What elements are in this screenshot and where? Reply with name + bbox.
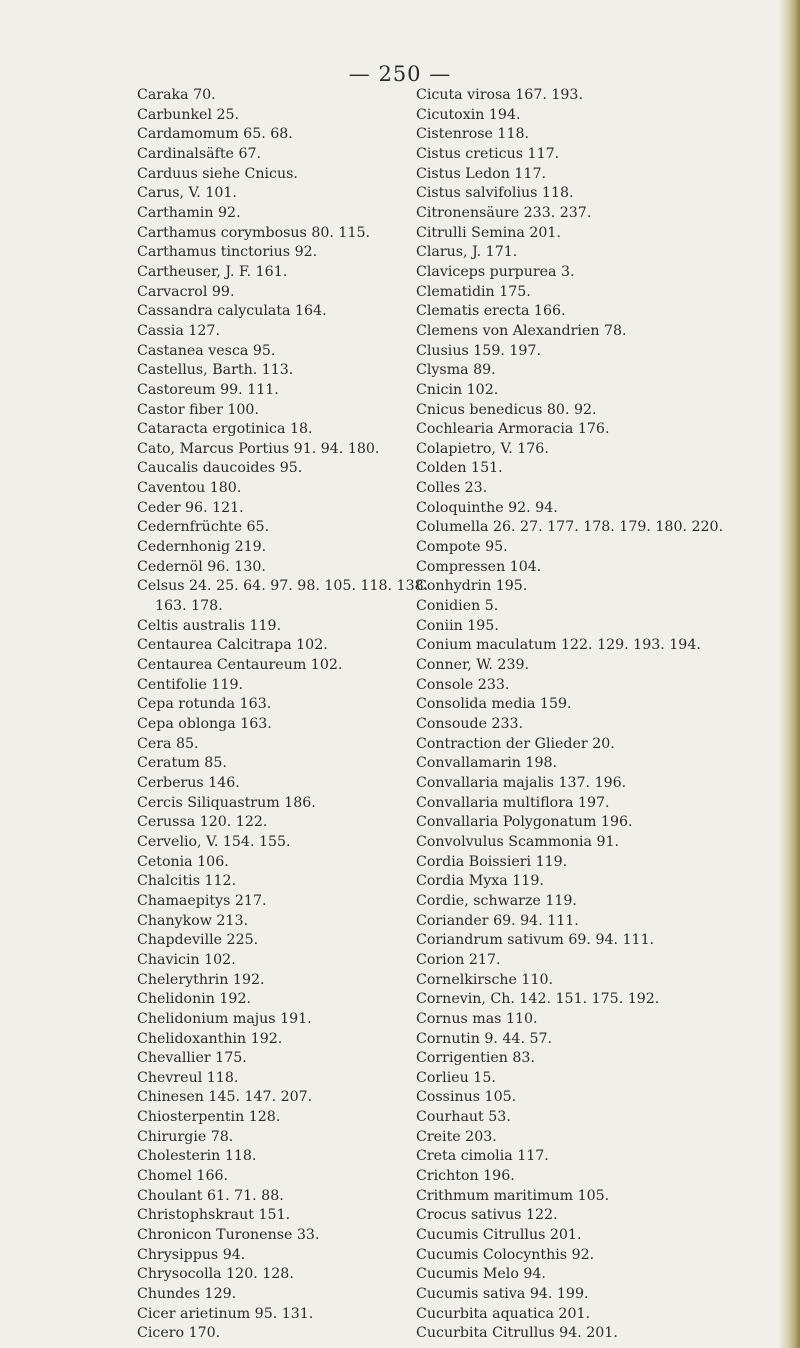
index-entry: Cato, Marcus Portius 91. 94. 180. — [137, 440, 380, 457]
index-entry: Chomel 166. — [137, 1168, 229, 1185]
index-entry: Castanea vesca 95. — [137, 342, 276, 359]
index-entry: Clematidin 175. — [416, 283, 531, 300]
index-entry: Consoude 233. — [416, 716, 524, 732]
index-entry: Chapdeville 225. — [137, 932, 259, 949]
index-entry: 163. 178. — [155, 598, 223, 615]
page-number: — 250 — — [348, 62, 452, 86]
index-entry: Cardamomum 65. 68. — [137, 126, 293, 143]
index-entry: Celtis australis 119. — [137, 617, 282, 634]
index-column-right — [416, 86, 776, 1344]
index-entry: Cerussa 120. 122. — [137, 814, 268, 831]
index-entry: Cassia 127. — [137, 322, 220, 339]
index-entry: Courhaut 53. — [416, 1109, 511, 1126]
index-entry: Corlieu 15. — [416, 1069, 496, 1086]
index-entry: Convallamarin 198. — [416, 755, 558, 772]
index-entry: Cassandra calyculata 164. — [137, 303, 327, 320]
index-entry: Cochlearia Armoracia 176. — [416, 421, 610, 438]
index-entry: Cedernfrüchte 65. — [137, 519, 270, 536]
index-entry: Cordia Myxa 119. — [416, 873, 544, 890]
index-entry: Cercis Siliquastrum 186. — [137, 794, 316, 811]
index-entry: Cedernöl 96. 130. — [137, 558, 266, 575]
index-entry: Cucurbita Citrullus 94. 201. — [416, 1325, 618, 1342]
index-entry: Cornevin, Ch. 142. 151. 175. 192. — [416, 991, 660, 1008]
index-entry: Columella 26. 27. 177. 178. 179. 180. 220. — [416, 519, 724, 536]
index-entry: Cicutoxin 194. — [416, 106, 521, 123]
index-entry: Cartheuser, J. F. 161. — [137, 263, 288, 280]
index-entry: Convolvulus Scammonia 91. — [416, 833, 620, 850]
index-entry: Carthamin 92. — [137, 204, 241, 221]
index-entry: Chavicin 102. — [137, 951, 236, 968]
index-entry: Crocus sativus 122. — [416, 1207, 558, 1224]
index-entry: Cornutin 9. 44. 57. — [416, 1030, 553, 1047]
index-entry: Chelidoxanthin 192. — [137, 1030, 283, 1047]
index-entry: Cera 85. — [137, 735, 199, 752]
index-entry: Cervelio, V. 154. 155. — [137, 833, 291, 850]
index-entry: Cordie, schwarze 119. — [416, 892, 577, 909]
index-entry: Cepa oblonga 163. — [137, 716, 272, 732]
index-entry: Cistus creticus 117. — [416, 145, 560, 162]
index-entry: Convallaria Polygonatum 196. — [416, 814, 633, 831]
index-entry: Carvacrol 99. — [137, 283, 235, 300]
index-entry: Carus, V. 101. — [137, 185, 237, 202]
index-entry: Cnicus benedicus 80. 92. — [416, 401, 597, 418]
index-entry: Chelidonium majus 191. — [137, 1010, 312, 1027]
index-entry: Clarus, J. 171. — [416, 244, 518, 261]
index-entry: Creta cimolia 117. — [416, 1148, 549, 1165]
index-entry: Choulant 61. 71. 88. — [137, 1187, 284, 1204]
index-entry: Chevallier 175. — [137, 1050, 247, 1067]
index-entry: Coniin 195. — [416, 617, 499, 634]
index-entry: Caucalis daucoides 95. — [137, 460, 303, 477]
index-entry: Cistenrose 118. — [416, 126, 530, 143]
index-entry: Ceder 96. 121. — [137, 499, 244, 516]
index-entry: Clusius 159. 197. — [416, 342, 541, 359]
index-entry: Cucumis Citrullus 201. — [416, 1227, 582, 1244]
index-entry: Chelidonin 192. — [137, 991, 251, 1008]
index-entry: Cardinalsäfte 67. — [137, 145, 262, 162]
index-entry: Cnicin 102. — [416, 381, 499, 398]
index-entry: Cornus mas 110. — [416, 1010, 538, 1027]
index-entry: Colapietro, V. 176. — [416, 440, 549, 457]
index-entry: Consolida media 159. — [416, 696, 572, 713]
index-entry: Cucumis sativa 94. 199. — [416, 1286, 589, 1303]
index-entry: Carduus siehe Cnicus. — [137, 165, 298, 182]
index-entry: Colles 23. — [416, 480, 488, 497]
index-entry: Citronensäure 233. 237. — [416, 204, 592, 221]
index-entry: Chrysocolla 120. 128. — [137, 1266, 294, 1283]
index-entry: Cepa rotunda 163. — [137, 696, 272, 713]
index-entry: Cucurbita aquatica 201. — [416, 1305, 591, 1322]
index-entry: Creite 203. — [416, 1128, 497, 1145]
index-entry: Coriander 69. 94. 111. — [416, 912, 579, 929]
index-entry: Christophskraut 151. — [137, 1207, 291, 1224]
index-entry: Chronicon Turonense 33. — [137, 1227, 320, 1244]
index-entry: Castellus, Barth. 113. — [137, 362, 294, 379]
index-entry: Corrigentien 83. — [416, 1050, 535, 1067]
index-entry: Chalcitis 112. — [137, 873, 237, 890]
index-entry: Convallaria majalis 137. 196. — [416, 774, 627, 791]
index-entry: Cossinus 105. — [416, 1089, 517, 1106]
index-entry: Cistus Ledon 117. — [416, 165, 546, 182]
index-entry: Cholesterin 118. — [137, 1148, 257, 1165]
index-entry: Chrysippus 94. — [137, 1246, 246, 1263]
index-entry: Chiosterpentin 128. — [137, 1109, 281, 1126]
index-entry: Conhydrin 195. — [416, 578, 528, 595]
index-entry: Clysma 89. — [416, 362, 496, 379]
index-entry: Chanykow 213. — [137, 912, 248, 929]
index-entry: Cordia Boissieri 119. — [416, 853, 568, 870]
index-entry: Castoreum 99. 111. — [137, 381, 279, 398]
index-entry: Claviceps purpurea 3. — [416, 263, 575, 280]
index-entry: Coriandrum sativum 69. 94. 111. — [416, 932, 655, 949]
index-entry: Chamaepitys 217. — [137, 892, 267, 909]
index-entry: Carthamus tinctorius 92. — [137, 244, 318, 261]
index-entry: Ceratum 85. — [137, 755, 227, 772]
index-entry: Chirurgie 78. — [137, 1128, 234, 1145]
index-entry: Conium maculatum 122. 129. 193. 194. — [416, 637, 701, 654]
index-entry: Cataracta ergotinica 18. — [137, 421, 313, 438]
index-entry: Celsus 24. 25. 64. 97. 98. 105. 118. 138. — [137, 578, 429, 595]
index-entry: Convallaria multiflora 197. — [416, 794, 610, 811]
index-entry: Conidien 5. — [416, 598, 499, 615]
index-entry: Crithmum maritimum 105. — [416, 1187, 610, 1204]
index-entry: Cucumis Colocynthis 92. — [416, 1246, 595, 1263]
index-column-left — [137, 86, 427, 1344]
index-entry: Citrulli Semina 201. — [416, 224, 561, 241]
index-entry: Cerberus 146. — [137, 774, 240, 791]
index-entry: Conner, W. 239. — [416, 657, 530, 674]
index-entry: Coloquinthe 92. 94. — [416, 499, 558, 516]
index-entry: Cicuta virosa 167. 193. — [416, 87, 583, 103]
index-entry: Cistus salvifolius 118. — [416, 185, 574, 202]
index-entry: Carthamus corymbosus 80. 115. — [137, 224, 371, 241]
index-entry: Compressen 104. — [416, 558, 542, 575]
index-entry: Colden 151. — [416, 460, 503, 477]
index-entry: Cicer arietinum 95. 131. — [137, 1305, 314, 1322]
page-edge-shadow — [778, 0, 800, 1348]
index-entry: Chundes 129. — [137, 1286, 237, 1303]
index-entry: Crichton 196. — [416, 1168, 515, 1185]
index-entry: Cucumis Melo 94. — [416, 1266, 546, 1283]
index-entry: Castor fiber 100. — [137, 401, 259, 418]
index-entry: Compote 95. — [416, 539, 508, 556]
index-entry: Clematis erecta 166. — [416, 303, 566, 320]
index-entry: Console 233. — [416, 676, 510, 693]
index-entry: Centifolie 119. — [137, 676, 243, 693]
index-entry: Cicero 170. — [137, 1325, 221, 1342]
index-entry: Centaurea Calcitrapa 102. — [137, 637, 328, 654]
index-entry: Contraction der Glieder 20. — [416, 735, 615, 752]
index-entry: Caventou 180. — [137, 480, 242, 497]
index-entry: Cetonia 106. — [137, 853, 229, 870]
index-entry: Chinesen 145. 147. 207. — [137, 1089, 313, 1106]
index-entry: Caraka 70. — [137, 87, 216, 103]
index-entry: Chelerythrin 192. — [137, 971, 265, 988]
index-entry: Chevreul 118. — [137, 1069, 239, 1086]
index-entry: Clemens von Alexandrien 78. — [416, 322, 627, 339]
index-entry: Centaurea Centaureum 102. — [137, 657, 343, 674]
index-entry: Corion 217. — [416, 951, 501, 968]
index-entry: Cedernhonig 219. — [137, 539, 267, 556]
index-entry: Cornelkirsche 110. — [416, 971, 554, 988]
index-entry: Carbunkel 25. — [137, 106, 240, 123]
